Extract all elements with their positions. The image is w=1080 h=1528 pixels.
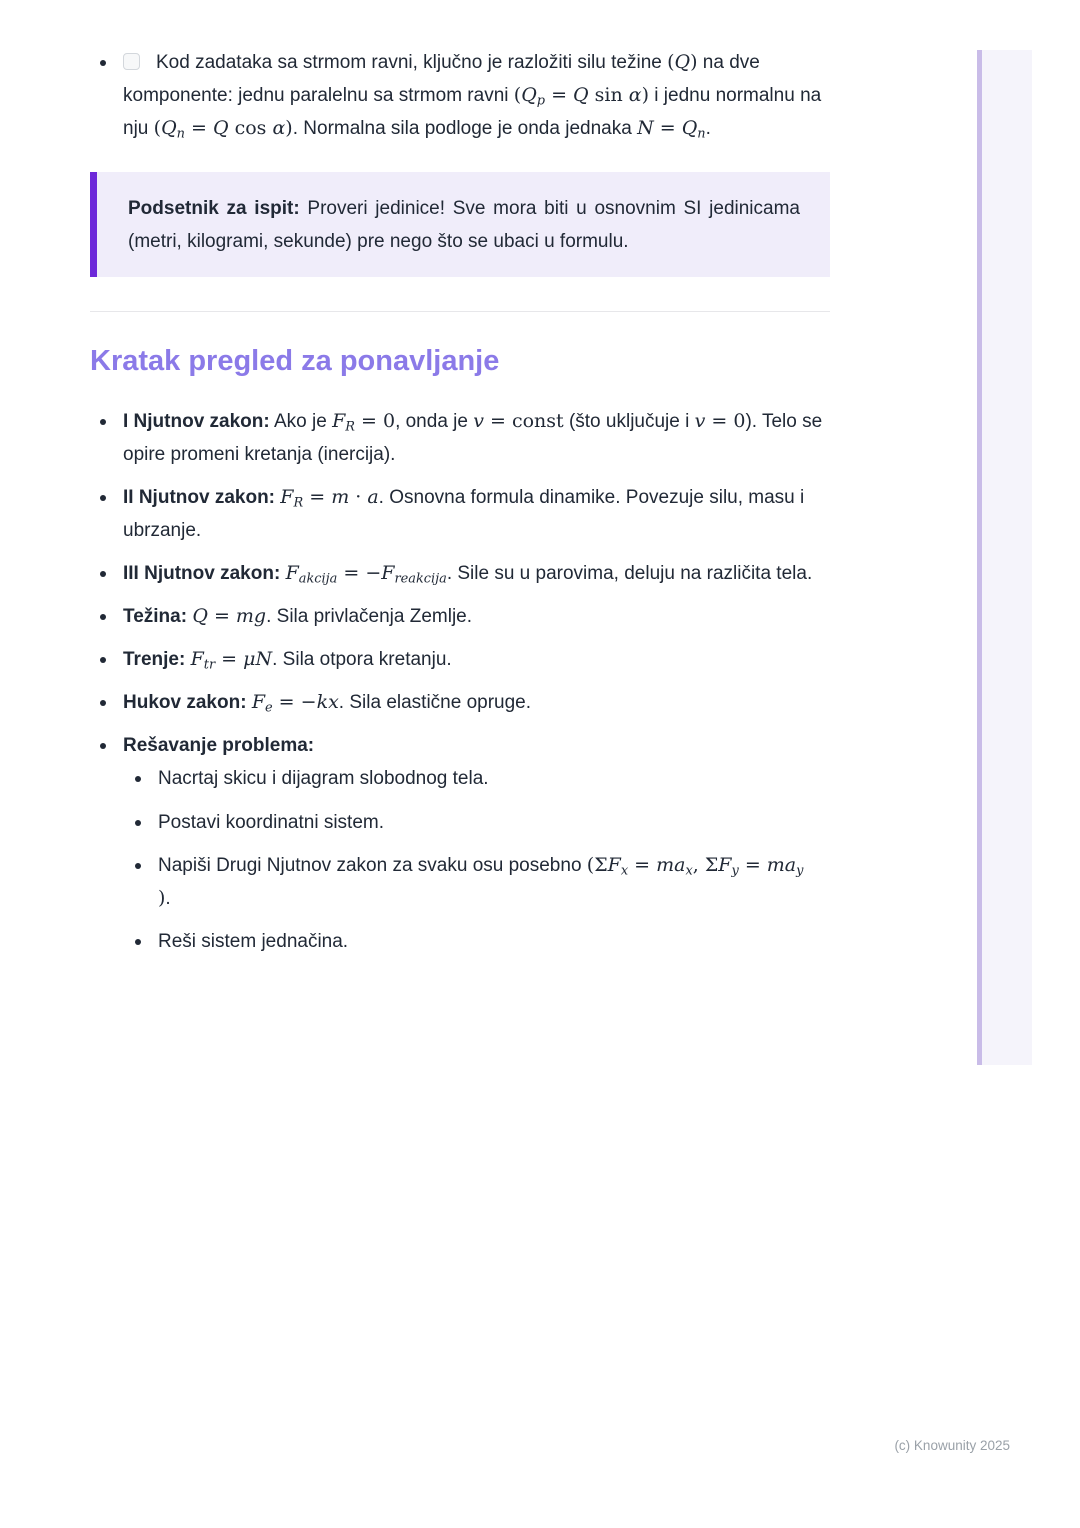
review-list xyxy=(90,405,830,958)
sublist-item-sistem-jednacina: Reši sistem jednačina. xyxy=(123,925,830,958)
intro-text: Kod zadataka sa strmom ravni, ključno je razložiti silu težine (Q) na dve komponente: jednu paralelnu sa strmom ravni ($Q_p = Q$ sin α) i jednu normalnu na nju ($Q_n = Q$ cos α). Normalna sila podloge je onda jednaka $N = Q_n$. xyxy=(123,51,822,142)
sublist-item-skica: Nacrtaj skicu i dijagram slobodnog tela. xyxy=(123,762,830,795)
divider xyxy=(90,311,830,312)
copyright-footer: (c) Knowunity 2025 xyxy=(894,1438,1010,1453)
intro-list xyxy=(90,46,830,145)
list-item-ii-njutnov-zakon: II Njutnov zakon: $F_R = m \cdot a$. Osnovna formula dinamike. Povezuje silu, masu i ubrzanje. xyxy=(90,481,830,547)
list-item-hukov-zakon: Hukov zakon: $F_e = -kx$. Sila elastične opruge. xyxy=(90,686,830,719)
sublist-item-koordinatni-sistem: Postavi koordinatni sistem. xyxy=(123,806,830,839)
callout-bold-label: Podsetnik za ispit: xyxy=(128,198,300,220)
list-item-strma-ravan xyxy=(90,46,830,145)
callout-body: Proveri jedinice! Sve mora biti u osnovnim SI jedinicama (metri, kilogrami, sekunde) pre nego što se ubaci u formulu. xyxy=(128,198,800,253)
callout-text xyxy=(128,192,800,258)
right-margin-panel xyxy=(977,50,1032,1065)
exam-reminder-callout xyxy=(90,172,830,277)
checkbox-icon[interactable] xyxy=(123,53,140,70)
list-item-trenje: Trenje: $F_{tr} = \mu N$. Sila otpora kretanju. xyxy=(90,643,830,676)
sublist-item-drugi-njutnov: Napiši Drugi Njutnov zakon za svaku osu posebno ($\Sigma F_x = ma_x$, $\Sigma F_y = ma_y$ ). xyxy=(123,849,830,915)
resavanje-label: Rešavanje problema: xyxy=(123,735,315,757)
section-title: Kratak pregled za ponavljanje xyxy=(90,345,500,378)
list-item-i-njutnov-zakon: I Njutnov zakon: Ako je $F_R = 0$, onda je v = const (što uključuje i v = 0). Telo se opire promeni kretanja (inercija). xyxy=(90,405,830,471)
resavanje-sublist xyxy=(123,762,830,957)
list-item-iii-njutnov-zakon: III Njutnov zakon: $F_{akcija} = -F_{reakcija}$. Sile su u parovima, deluju na različita tela. xyxy=(90,557,830,590)
note-content xyxy=(90,46,830,968)
list-item-tezina: Težina: Q = mg. Sila privlačenja Zemlje. xyxy=(90,600,830,633)
list-item-resavanje-problema xyxy=(90,729,830,957)
